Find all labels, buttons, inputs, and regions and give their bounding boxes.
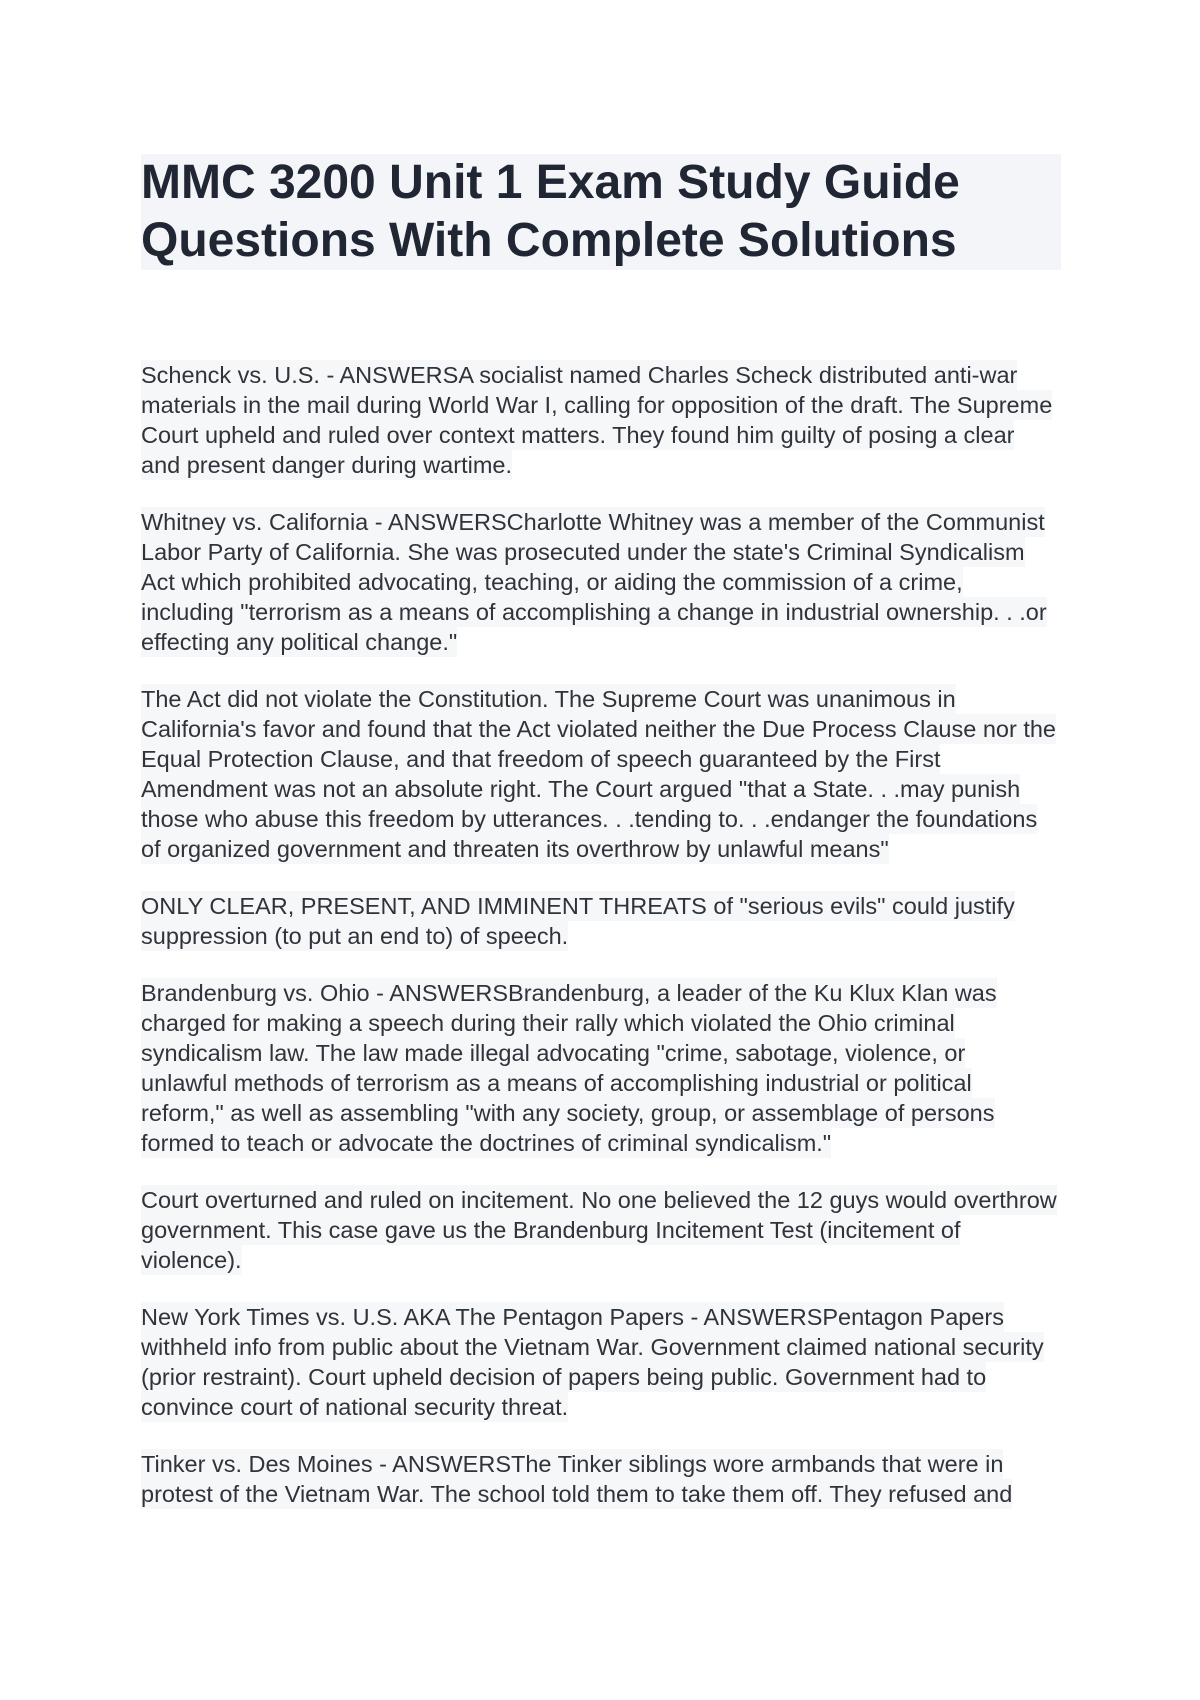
- text-line: Brandenburg vs. Ohio - ANSWERSBrandenburg, a leader of the Ku Klux Klan was: [141, 980, 997, 1006]
- text-line: unlawful methods of terrorism as a means of accomplishing industrial or political: [141, 1070, 972, 1096]
- text-line: those who abuse this freedom by utterances. . .tending to. . .endanger the foundations: [141, 806, 1038, 832]
- text-line: Labor Party of California. She was prosecuted under the state's Criminal Syndicalism: [141, 539, 1025, 565]
- text-line: (prior restraint). Court upheld decision of papers being public. Government had to: [141, 1364, 987, 1390]
- text-line: materials in the mail during World War I, calling for opposition of the draft. The Supreme: [141, 392, 1053, 418]
- paragraph-brandenburg-ruling: [141, 1185, 1066, 1275]
- title-line: MMC 3200 Unit 1 Exam Study Guide: [141, 156, 960, 209]
- text-line: Equal Protection Clause, and that freedom of speech guaranteed by the First: [141, 746, 941, 772]
- text-line: reform," as well as assembling "with any society, group, or assemblage of persons: [141, 1100, 995, 1126]
- paragraph-pentagon-papers: [141, 1302, 1066, 1422]
- paragraph-whitney: [141, 507, 1066, 657]
- text-line: New York Times vs. U.S. AKA The Pentagon Papers - ANSWERSPentagon Papers: [141, 1304, 1004, 1330]
- document-title: [141, 154, 1061, 270]
- text-line: and present danger during wartime.: [141, 452, 512, 478]
- text-line: Tinker vs. Des Moines - ANSWERSThe Tinker siblings wore armbands that were in: [141, 1451, 1004, 1477]
- text-line: protest of the Vietnam War. The school told them to take them off. They refused and: [141, 1481, 1013, 1507]
- text-line: charged for making a speech during their rally which violated the Ohio criminal: [141, 1010, 955, 1036]
- text-line: formed to teach or advocate the doctrines of criminal syndicalism.": [141, 1130, 832, 1156]
- text-line: Court upheld and ruled over context matters. They found him guilty of posing a clear: [141, 422, 1015, 448]
- text-line: government. This case gave us the Brandenburg Incitement Test (incitement of: [141, 1217, 961, 1243]
- paragraph-schenck: [141, 360, 1066, 480]
- text-line: Act which prohibited advocating, teaching, or aiding the commission of a crime,: [141, 569, 963, 595]
- text-line: including "terrorism as a means of accomplishing a change in industrial ownership. . .or: [141, 599, 1047, 625]
- title-line: Questions With Complete Solutions: [141, 214, 957, 267]
- text-line: effecting any political change.": [141, 629, 458, 655]
- text-line: Court overturned and ruled on incitement. No one believed the 12 guys would overthrow: [141, 1187, 1057, 1213]
- text-line: of organized government and threaten its overthrow by unlawful means": [141, 836, 889, 862]
- paragraph-tinker: [141, 1449, 1066, 1509]
- paragraph-imminent-threats: [141, 891, 1066, 951]
- text-line: Amendment was not an absolute right. The Court argued "that a State. . .may punish: [141, 776, 1021, 802]
- text-line: ONLY CLEAR, PRESENT, AND IMMINENT THREATS of "serious evils" could justify: [141, 893, 1015, 919]
- text-line: suppression (to put an end to) of speech.: [141, 923, 569, 949]
- paragraph-brandenburg: [141, 978, 1066, 1158]
- text-line: Schenck vs. U.S. - ANSWERSA socialist named Charles Scheck distributed anti-war: [141, 362, 1018, 388]
- text-line: The Act did not violate the Constitution. The Supreme Court was unanimous in: [141, 686, 956, 712]
- text-line: syndicalism law. The law made illegal advocating "crime, sabotage, violence, or: [141, 1040, 966, 1066]
- document-body: [141, 360, 1066, 1536]
- text-line: California's favor and found that the Act violated neither the Due Process Clause nor the: [141, 716, 1056, 742]
- text-line: Whitney vs. California - ANSWERSCharlotte Whitney was a member of the Communist: [141, 509, 1045, 535]
- text-line: convince court of national security threat.: [141, 1394, 569, 1420]
- text-line: withheld info from public about the Vietnam War. Government claimed national security: [141, 1334, 1044, 1360]
- text-line: violence).: [141, 1247, 242, 1273]
- paragraph-whitney-ruling: [141, 684, 1066, 864]
